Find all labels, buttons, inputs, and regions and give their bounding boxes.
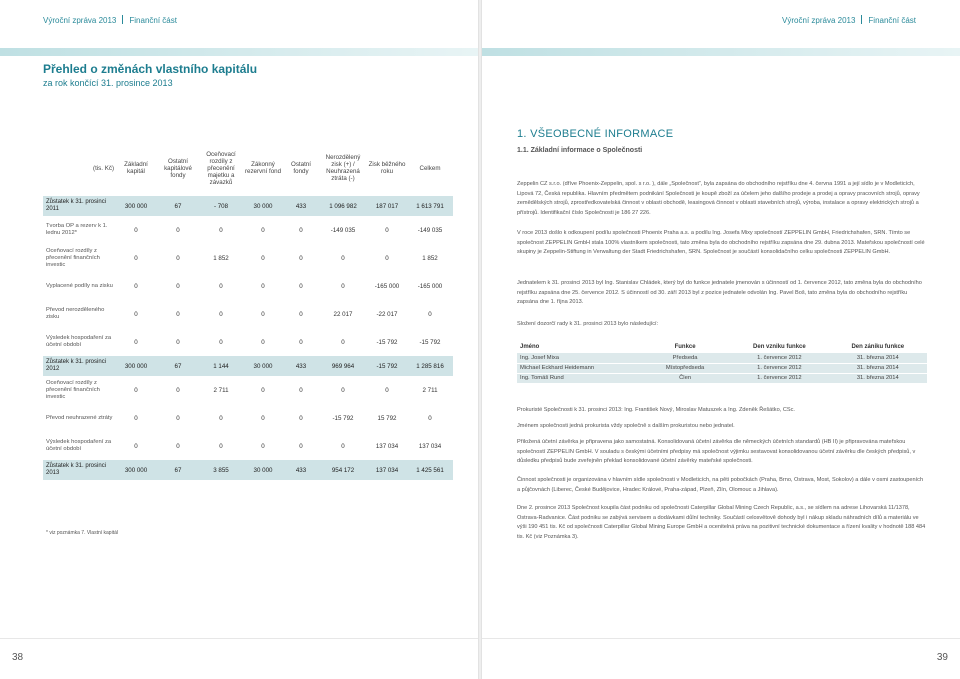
table-row bbox=[43, 300, 453, 328]
table-cell: 0 bbox=[261, 282, 265, 290]
table-cell: 0 bbox=[299, 226, 303, 234]
table-cell: 1 285 816 bbox=[407, 356, 453, 376]
table-row bbox=[43, 404, 453, 432]
subsection-title: 1.1. Základní informace o Společnosti bbox=[517, 147, 643, 154]
table-cell: -22 017 bbox=[376, 310, 398, 318]
table-row bbox=[43, 216, 453, 244]
table-cell: 137 034 bbox=[418, 442, 442, 450]
row-label: Zůstatek k 31. prosinci 2011 bbox=[43, 196, 115, 216]
supervisory-board-table bbox=[517, 340, 927, 384]
board-cell: Člen bbox=[640, 373, 730, 383]
table-cell: 2 711 bbox=[422, 386, 438, 394]
running-head bbox=[43, 15, 177, 25]
column-header: Oceňovací rozdíly z přecenění majetku a závazků bbox=[206, 150, 236, 186]
table-cell: 0 bbox=[176, 254, 180, 262]
table-cell: 0 bbox=[219, 282, 223, 290]
board-row bbox=[517, 373, 927, 383]
balance-row bbox=[43, 356, 453, 376]
board-cell: Michael Eckhard Heidemann bbox=[517, 363, 640, 373]
table-cell: 137 034 bbox=[367, 460, 407, 480]
paragraph-procurator-rule: Jménem společnosti jedná prokurista vždy společně s dalším prokuristou nebo jednatel. bbox=[517, 423, 735, 429]
table-cell: 0 bbox=[428, 310, 432, 318]
table-cell: 0 bbox=[299, 442, 303, 450]
table-cell: 433 bbox=[283, 196, 319, 216]
table-cell: 0 bbox=[299, 254, 303, 262]
row-label: Tvorba OP a rezerv k 1. lednu 2012* bbox=[46, 223, 108, 236]
row-label: Zůstatek k 31. prosinci 2013 bbox=[43, 460, 115, 480]
page-number: 38 bbox=[12, 652, 24, 663]
paragraph-ownership: V roce 2013 došlo k odkoupení podílu společnosti Phoenix Praha a.s. a podílu Ing. Josefa Mixy společností ZEPPELIN GmbH, Friedrichshafen, SRN. Tímto se společnost ZEPPELIN GmbH stala 100% vlastníkem společnosti, tato změna byla do obchodního rejstříku zapsána dne 29. dubna 2013. Mateřskou společností celé skupiny je Zeppelin-Stiftung in Verwaltung der Stadt Friedrichshafen, SRN. Společnost je součástí konsolidačního celku společnosti ZEPPELIN GmbH. bbox=[517, 230, 925, 256]
table-cell: 0 bbox=[134, 254, 138, 262]
table-cell: 969 964 bbox=[319, 356, 367, 376]
column-header: Ostatní fondy bbox=[291, 161, 311, 175]
table-cell: 0 bbox=[134, 226, 138, 234]
board-cell: 1. července 2012 bbox=[730, 353, 828, 363]
table-cell: 0 bbox=[219, 338, 223, 346]
table-cell: 0 bbox=[341, 254, 345, 262]
row-label: Převod nerozděleného zisku bbox=[46, 307, 105, 320]
paragraph-company: Zeppelin CZ s.r.o. (dříve Phoenix-Zeppelin, spol. s r.o. ), dále „Společnost“, byla zapsána do obchodního rejstříku dne 4. června 1991 a její sídlo je v Modleticích, Lipová 72, Česká republika. Hlavním předmětem podnikání Společnosti je koupě zboží za účelem jeho dalšího prodeje a prodej a opravy pracovních strojů, opravy zemědělských strojů, zprostředkovatelská činnost v oblasti obchodě, leasingová činnost v oblasti stavebních strojů, výroba, instalace a opravy elektrických strojů a přístrojů. Identifikační číslo Společnosti je 186 27 226. bbox=[517, 181, 920, 216]
table-cell: -149 035 bbox=[330, 226, 356, 234]
table-cell: 0 bbox=[219, 414, 223, 422]
table-row bbox=[43, 328, 453, 356]
table-cell: 433 bbox=[283, 460, 319, 480]
row-label: Výsledek hospodaření za účetní období bbox=[46, 439, 112, 452]
table-cell: 0 bbox=[134, 282, 138, 290]
board-cell: Místopředseda bbox=[640, 363, 730, 373]
footnote: * viz poznámka 7. Vlastní kapitál bbox=[46, 530, 118, 536]
table-cell: 0 bbox=[299, 282, 303, 290]
table-cell: 0 bbox=[428, 414, 432, 422]
table-cell: 0 bbox=[261, 442, 265, 450]
table-cell: 0 bbox=[176, 414, 180, 422]
table-cell: 67 bbox=[157, 356, 199, 376]
column-header: Zisk běžného roku bbox=[368, 161, 406, 175]
table-cell: 0 bbox=[385, 226, 389, 234]
paragraph-acquisition: Dne 2. prosince 2013 Společnost koupila část podniku od společnosti Caterpillar Global Mining Czech Republic, a.s., se sídlem na adrese Lihovarská 11/1378, Ostrava-Radvanice. Část podniku se zabývá servisem a dodávkami důlní techniky. Součástí celosvětově dohody byl i nákup skladu náhradních dílů a materiálu ve výši 190 451 tis. Kč od společnosti Caterpillar Global Mining Europe GmbH a ocenitelná práva na pozitivní technické dokumentace a řízení kvality v hodnotě 188 484 tis. Kč (viz Poznámka 3). bbox=[517, 505, 926, 540]
paragraph-procurators: Prokuristé Společnosti k 31. prosinci 2013: Ing. František Nový, Miroslav Matuszek a Ing. Zdeněk Řešátko, CSc. bbox=[517, 407, 795, 413]
table-cell: -15 792 bbox=[419, 338, 441, 346]
table-cell: 0 bbox=[341, 442, 345, 450]
table-cell: 0 bbox=[134, 310, 138, 318]
table-cell: 22 017 bbox=[333, 310, 353, 318]
column-header: (tis. Kč) bbox=[93, 164, 114, 172]
bottom-rule bbox=[482, 638, 960, 639]
running-head bbox=[782, 15, 916, 25]
title-band bbox=[0, 48, 478, 56]
table-cell: 1 852 bbox=[422, 254, 438, 262]
board-cell: 31. března 2014 bbox=[829, 353, 927, 363]
table-cell: 0 bbox=[261, 226, 265, 234]
board-column-header: Jméno bbox=[520, 343, 540, 350]
table-cell: 300 000 bbox=[115, 196, 157, 216]
report-label: Výroční zpráva 2013 bbox=[43, 16, 117, 25]
table-cell: 1 852 bbox=[213, 254, 229, 262]
table-cell: 0 bbox=[261, 414, 265, 422]
board-column-header: Funkce bbox=[674, 343, 696, 350]
table-header-row bbox=[43, 140, 453, 196]
table-cell: 0 bbox=[299, 386, 303, 394]
table-row bbox=[43, 272, 453, 300]
table-cell: 0 bbox=[176, 310, 180, 318]
table-cell: 0 bbox=[134, 414, 138, 422]
table-cell: 67 bbox=[157, 460, 199, 480]
table-cell: 1 425 561 bbox=[407, 460, 453, 480]
board-cell: Předseda bbox=[640, 353, 730, 363]
section-label: Finanční část bbox=[129, 16, 177, 25]
table-cell: -165 000 bbox=[417, 282, 443, 290]
column-header: Ostatní kapitálové fondy bbox=[164, 157, 192, 179]
table-cell: 0 bbox=[134, 386, 138, 394]
board-cell: 1. července 2012 bbox=[730, 373, 828, 383]
table-cell: 1 613 791 bbox=[407, 196, 453, 216]
table-cell: 0 bbox=[219, 226, 223, 234]
paragraph-consolidation: Přiložená účetní závěrka je připravena jako samostatná. Konsolidovaná účetní závěrka dle německých účetních standardů (HB II) je připravována mateřskou společností ZEPPELIN GmbH. V souladu s českými účetními předpisy má společnost výjimku sestavovat konsolidovanou účetní závěrku dle českých předpisů, v důsledku předpisů bude zveřejněn překlad konsolidované účetní závěrky mateřské společnosti. bbox=[517, 439, 916, 465]
table-cell: 0 bbox=[176, 338, 180, 346]
table-cell: 0 bbox=[134, 442, 138, 450]
row-label: Zůstatek k 31. prosinci 2012 bbox=[43, 356, 115, 376]
paragraph-executive: Jednatelem k 31. prosinci 2013 byl Ing. Stanislav Chládek, který byl do funkce jednatele jmenován s účinností od 1. července 2012, tato změna byla do obchodního rejstříku zapsána dne 25. července 2012. S účinností od 30. září 2013 byl z pozice jednatele odvolán Ing. Pavel Boš, tato změna byla do obchodního rejstříku zapsána dne 1. října 2013. bbox=[517, 280, 922, 306]
left-page bbox=[0, 0, 478, 679]
table-cell: -15 792 bbox=[332, 414, 354, 422]
table-cell: 433 bbox=[283, 356, 319, 376]
table-cell: -165 000 bbox=[374, 282, 400, 290]
table-cell: 137 034 bbox=[375, 442, 399, 450]
table-cell: -149 035 bbox=[417, 226, 443, 234]
row-label: Výsledek hospodaření za účetní období bbox=[46, 335, 112, 348]
title-band bbox=[482, 48, 960, 56]
report-label: Výroční zpráva 2013 bbox=[782, 16, 856, 25]
table-cell: 187 017 bbox=[367, 196, 407, 216]
page-number: 39 bbox=[936, 652, 948, 663]
table-cell: 0 bbox=[341, 338, 345, 346]
table-cell: 0 bbox=[261, 338, 265, 346]
board-cell: Ing. Tomáš Rund bbox=[517, 373, 640, 383]
table-cell: 0 bbox=[261, 254, 265, 262]
table-cell: 0 bbox=[299, 338, 303, 346]
board-column-header: Den vzniku funkce bbox=[753, 343, 806, 350]
table-row bbox=[43, 244, 453, 272]
board-header-row bbox=[517, 340, 927, 353]
balance-row bbox=[43, 196, 453, 216]
table-cell: 954 172 bbox=[319, 460, 367, 480]
table-cell: 0 bbox=[176, 282, 180, 290]
table-cell: -15 792 bbox=[367, 356, 407, 376]
paragraph-branches: Činnost společnosti je organizována v hlavním sídle společnosti v Modleticích, na pěti pobočkách (Praha, Brno, Ostrava, Most, Sokolov) a dále v osmi zastoupeních a půjčovnách (Liberec, České Budějovice, Hradec Králové, Praha-západ, Plzeň, Zlín, Olomouc a Jihlava). bbox=[517, 477, 924, 493]
table-cell: 0 bbox=[261, 386, 265, 394]
column-header: Nerozdělený zisk (+) / Neuhrazená ztráta (-) bbox=[325, 154, 361, 182]
table-cell: 30 000 bbox=[243, 356, 283, 376]
board-cell: 1. července 2012 bbox=[730, 363, 828, 373]
row-label: Oceňovací rozdíly z přecenění finančních investic bbox=[46, 247, 100, 268]
table-cell: 0 bbox=[341, 282, 345, 290]
table-cell: 67 bbox=[157, 196, 199, 216]
row-label: Oceňovací rozdíly z přecenění finančních investic bbox=[46, 379, 100, 400]
table-cell: 0 bbox=[341, 386, 345, 394]
board-column-header: Den zániku funkce bbox=[851, 343, 905, 350]
table-cell: 0 bbox=[219, 310, 223, 318]
table-cell: 1 096 982 bbox=[319, 196, 367, 216]
equity-table bbox=[43, 140, 453, 480]
board-cell: Ing. Josef Mixa bbox=[517, 353, 640, 363]
row-label: Vyplacené podíly na zisku bbox=[46, 282, 113, 289]
row-label: Převod neuhrazené ztráty bbox=[46, 414, 113, 421]
table-cell: 0 bbox=[385, 386, 389, 394]
page-subtitle: za rok končící 31. prosince 2013 bbox=[43, 78, 173, 88]
table-cell: 0 bbox=[299, 414, 303, 422]
board-row bbox=[517, 353, 927, 363]
table-cell: 300 000 bbox=[115, 460, 157, 480]
table-cell: 0 bbox=[261, 310, 265, 318]
table-cell: 0 bbox=[219, 442, 223, 450]
right-page bbox=[482, 0, 960, 679]
table-cell: 1 144 bbox=[199, 356, 243, 376]
board-cell: 31. března 2014 bbox=[829, 363, 927, 373]
table-cell: 0 bbox=[385, 254, 389, 262]
table-cell: 300 000 bbox=[115, 356, 157, 376]
table-cell: - 708 bbox=[199, 196, 243, 216]
table-cell: 30 000 bbox=[243, 460, 283, 480]
balance-row bbox=[43, 460, 453, 480]
table-row bbox=[43, 376, 453, 404]
board-row bbox=[517, 363, 927, 373]
table-cell: 0 bbox=[176, 442, 180, 450]
table-cell: 15 792 bbox=[377, 414, 397, 422]
table-cell: 30 000 bbox=[243, 196, 283, 216]
section-title: 1. VŠEOBECNÉ INFORMACE bbox=[517, 128, 674, 140]
column-header: Základní kapitál bbox=[124, 161, 148, 175]
table-cell: 3 855 bbox=[199, 460, 243, 480]
paragraph-board-intro: Složení dozorčí rady k 31. prosinci 2013 bylo následující: bbox=[517, 321, 659, 327]
table-cell: 0 bbox=[176, 386, 180, 394]
table-cell: 0 bbox=[299, 310, 303, 318]
bottom-rule bbox=[0, 638, 478, 639]
section-label: Finanční část bbox=[868, 16, 916, 25]
column-header: Zákonný rezervní fond bbox=[244, 161, 282, 175]
board-cell: 31. března 2014 bbox=[829, 373, 927, 383]
page-title: Přehled o změnách vlastního kapitálu bbox=[43, 62, 258, 76]
title-block bbox=[43, 62, 257, 88]
table-cell: -15 792 bbox=[376, 338, 398, 346]
table-cell: 0 bbox=[134, 338, 138, 346]
table-cell: 2 711 bbox=[213, 386, 229, 394]
column-header: Celkem bbox=[419, 164, 441, 172]
table-row bbox=[43, 432, 453, 460]
table-cell: 0 bbox=[176, 226, 180, 234]
